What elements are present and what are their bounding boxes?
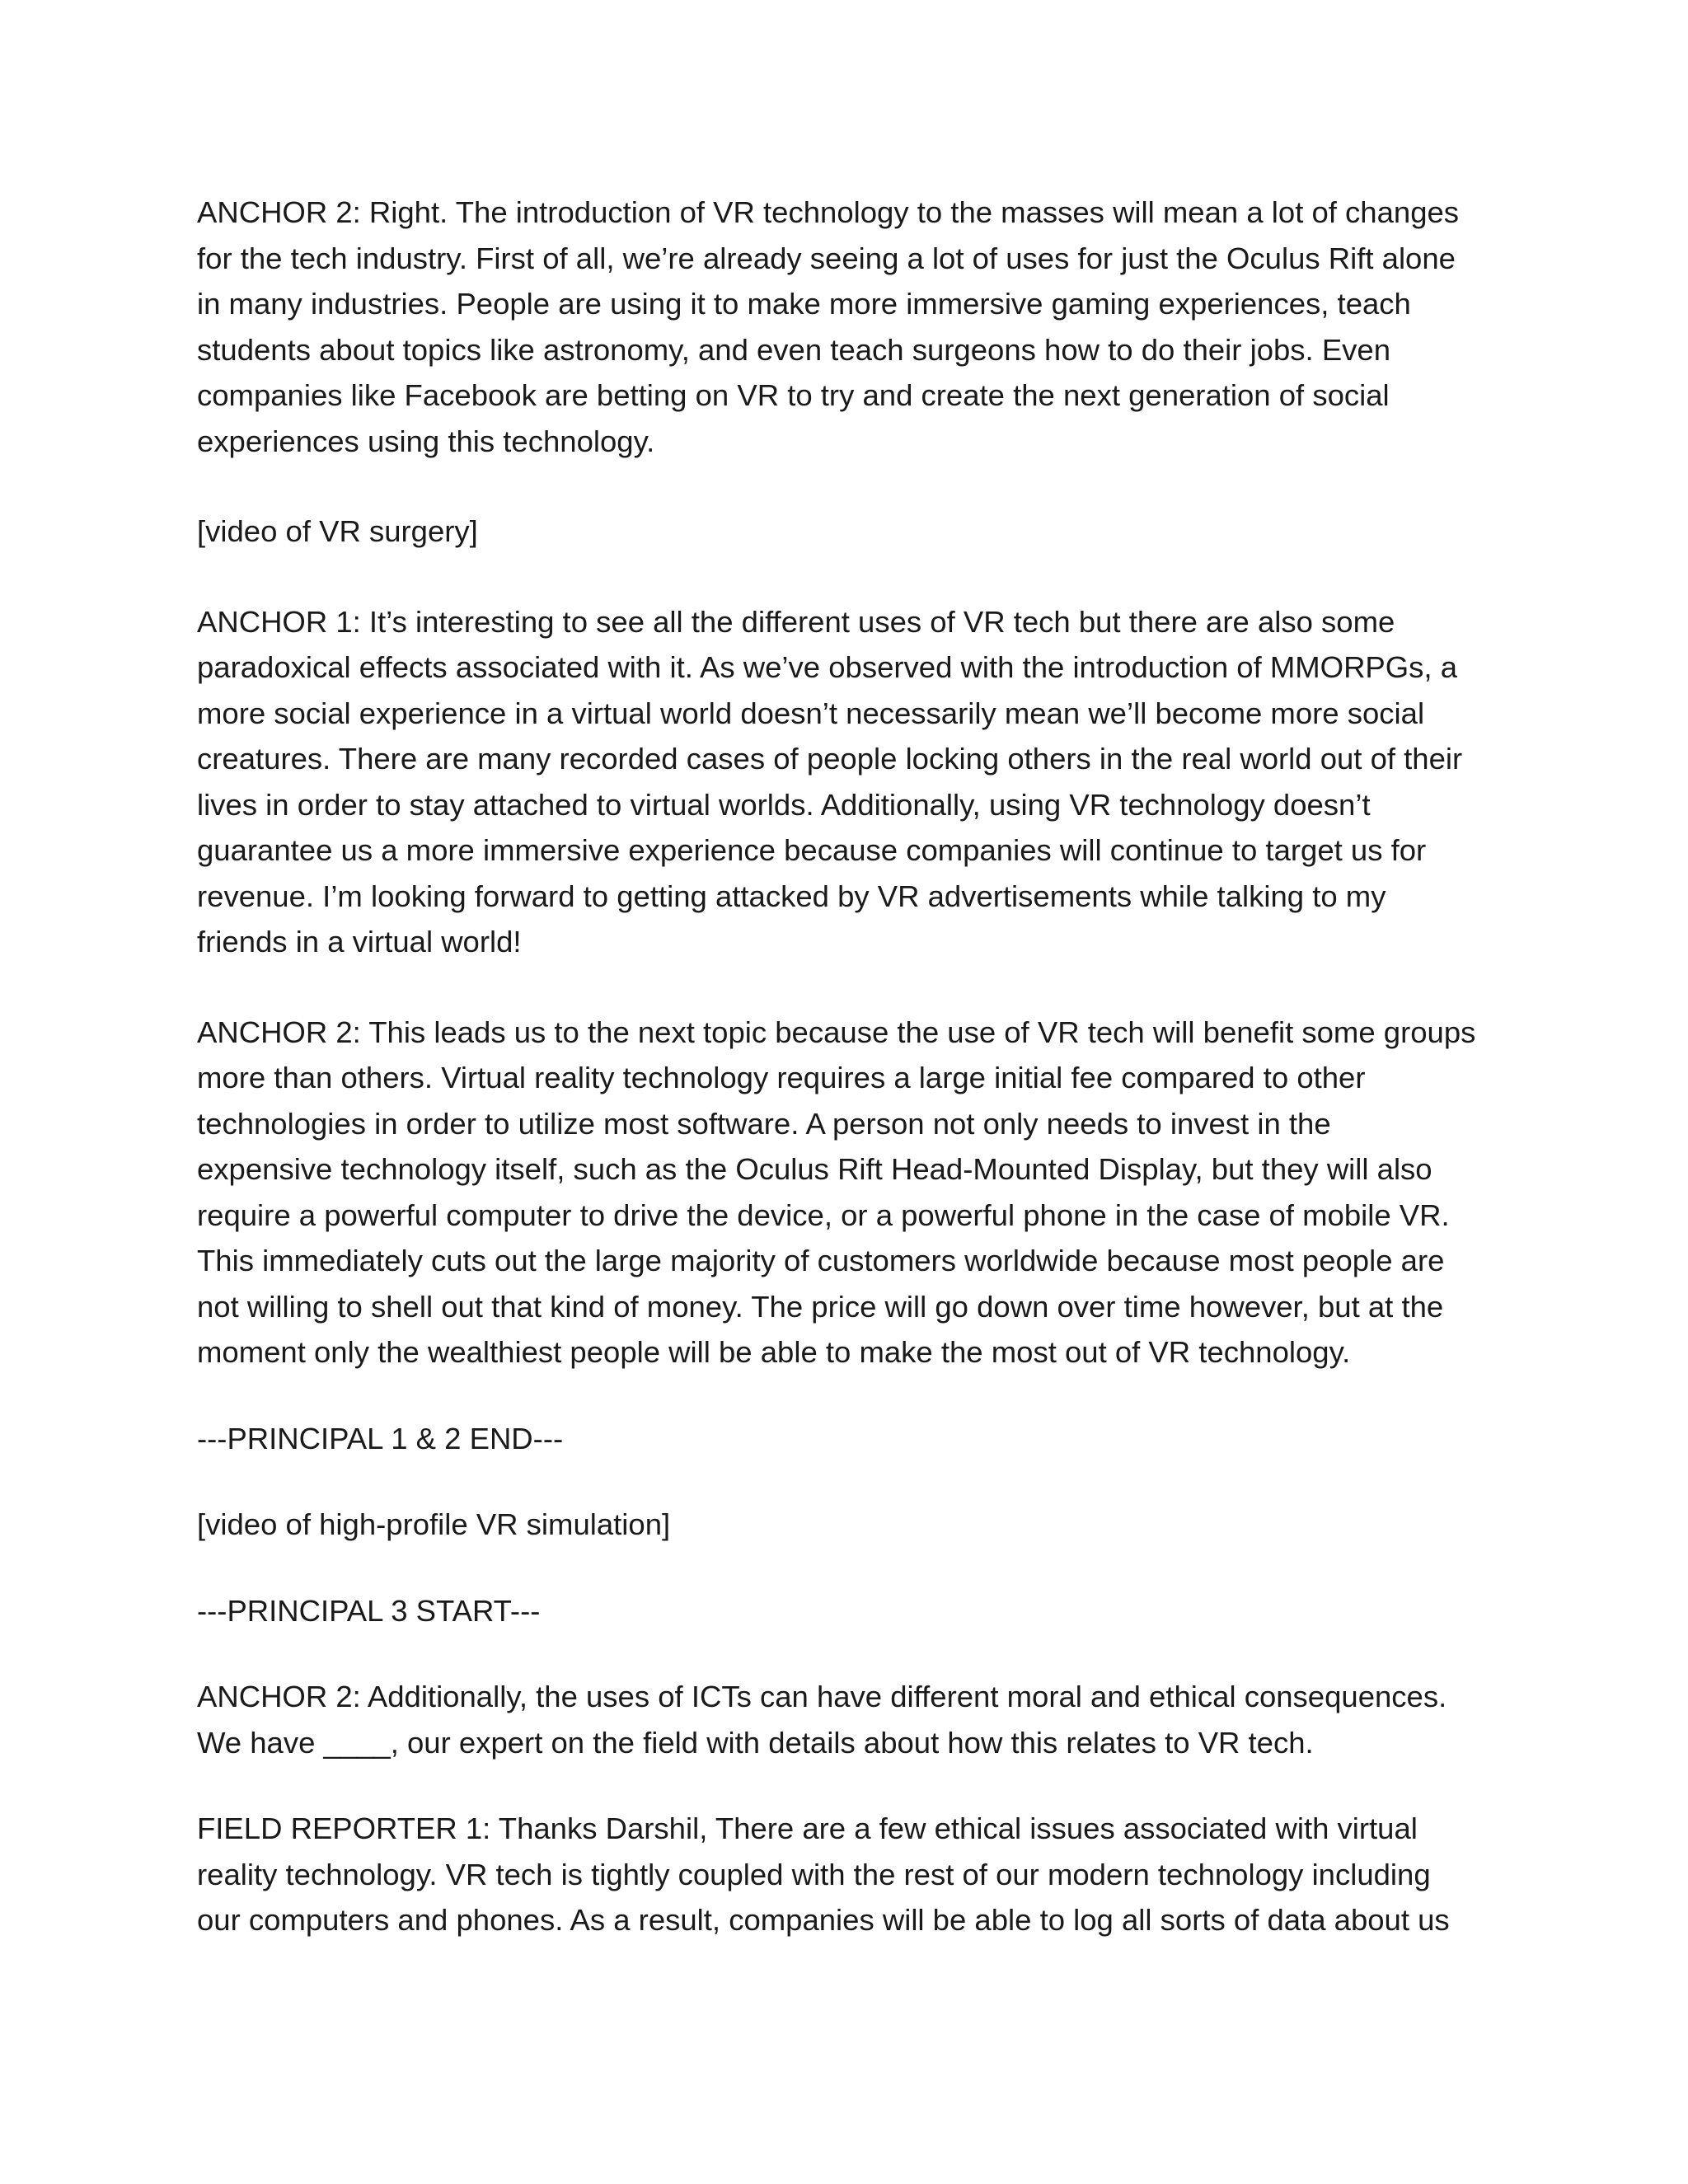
document-page xyxy=(197,190,1499,1943)
section-marker-principal-3-start: ---PRINCIPAL 3 START--- xyxy=(197,1593,541,1628)
paragraph-anchor2-intro: ANCHOR 2: Right. The introduction of VR technology to the masses will mean a lot of changes for the tech industry. First of all, we’re already seeing a lot of uses for just the Oculus Rift alone in many industries. People are using it to make more immersive gaming experiences, teach students about topics like astronomy, and even teach surgeons how to do their jobs. Even companies like Facebook are betting on VR to try and create the next generation of social experiences using this technology. xyxy=(197,195,1460,458)
paragraph-anchor2-ethics: ANCHOR 2: Additionally, the uses of ICTs can have different moral and ethical consequences. We have ____, our expert on the field with details about how this relates to VR tech. xyxy=(197,1680,1447,1760)
paragraph-field-reporter-1: FIELD REPORTER 1: Thanks Darshil, There are a few ethical issues associated with virtual reality technology. VR tech is tightly coupled with the rest of our modern technology including our computers and phones. As a result, companies will be able to log all sorts of data about us xyxy=(197,1811,1450,1937)
section-marker-principal-1-2-end: ---PRINCIPAL 1 & 2 END--- xyxy=(197,1421,564,1455)
stage-note-vr-simulation: [video of high-profile VR simulation] xyxy=(197,1507,671,1541)
paragraph-anchor2-groups: ANCHOR 2: This leads us to the next topic because the use of VR tech will benefit some groups more than others. Virtual reality technology requires a large initial fee compared to other technologies in order to utilize most software. A person not only needs to invest in the expensive technology itself, such as the Oculus Rift Head-Mounted Display, but they will also require a powerful computer to drive the device, or a powerful phone in the case of mobile VR. This immediately cuts out the large majority of customers worldwide because most people are not willing to shell out that kind of money. The price will go down over time however, but at the moment only the wealthiest people will be able to make the most out of VR technology. xyxy=(197,1015,1476,1369)
paragraph-anchor1-paradox: ANCHOR 1: It’s interesting to see all the different uses of VR tech but there are also some paradoxical effects associated with it. As we’ve observed with the introduction of MMORPGs, a more social experience in a virtual world doesn’t necessarily mean we’ll become more social creatures. There are many recorded cases of people locking others in the real world out of their lives in order to stay attached to virtual worlds. Additionally, using VR technology doesn’t guarantee us a more immersive experience because companies will continue to target us for revenue. I’m looking forward to getting attacked by VR advertisements while talking to my friends in a virtual world! xyxy=(197,604,1463,958)
stage-note-vr-surgery: [video of VR surgery] xyxy=(197,514,478,548)
